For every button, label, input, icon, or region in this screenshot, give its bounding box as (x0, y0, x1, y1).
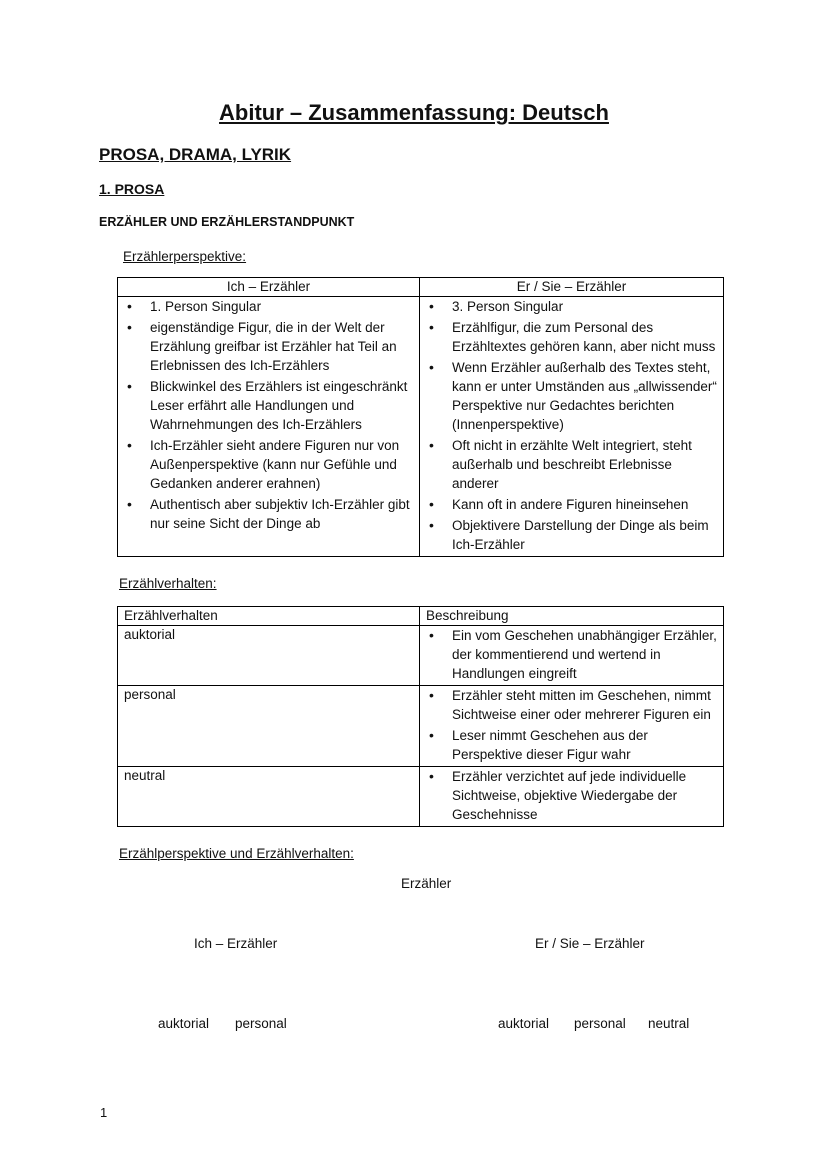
topic-heading: ERZÄHLER UND ERZÄHLERSTANDPUNKT (99, 215, 355, 229)
list-item: • 1. Person Singular (118, 297, 419, 316)
list-item: • Erzähler verzichtet auf jede individuelle Sichtweise, objektive Wiedergabe der Geschehnisse (420, 767, 723, 824)
list-item: • eigenständige Figur, die in der Welt der Erzählung greifbar ist Erzähler hat Teil an Erlebnissen des Ich-Erzählers (118, 318, 419, 375)
behavior-description (420, 767, 724, 827)
behavior-label: Erzählverhalten: (119, 576, 217, 591)
list-item: • 3. Person Singular (420, 297, 723, 316)
header-behavior: Erzählverhalten (118, 607, 420, 626)
list-item: • Ich-Erzähler sieht andere Figuren nur von Außenperspektive (kann nur Gefühle und Gedanken anderer erahnen) (118, 436, 419, 493)
tree-node-ich: Ich – Erzähler (194, 936, 278, 951)
header-description: Beschreibung (420, 607, 724, 626)
perspective-label: Erzählerperspektive: (123, 249, 247, 264)
section-heading: PROSA, DRAMA, LYRIK (99, 145, 292, 164)
list-item: • Ein vom Geschehen unabhängiger Erzähler, der kommentierend und wertend in Handlungen eingreift (420, 626, 723, 683)
list-item: • Blickwinkel des Erzählers ist eingeschränkt Leser erfährt alle Handlungen und Wahrnehmungen des Ich-Erzählers (118, 377, 419, 434)
behavior-description (420, 686, 724, 767)
tree-leaf: auktorial (158, 1016, 210, 1031)
list-item: • Erzählfigur, die zum Personal des Erzähltextes gehören kann, aber nicht muss (420, 318, 723, 356)
behavior-name: auktorial (118, 626, 420, 686)
tree-root: Erzähler (401, 876, 452, 891)
list-item: • Erzähler steht mitten im Geschehen, nimmt Sichtweise einer oder mehrerer Figuren ein (420, 686, 723, 724)
tree-node-er: Er / Sie – Erzähler (535, 936, 645, 951)
er-cell (420, 297, 724, 557)
ich-cell (118, 297, 420, 557)
tree-leaf: auktorial (498, 1016, 550, 1031)
tree-leaf: personal (235, 1016, 287, 1031)
behavior-name: neutral (118, 767, 420, 827)
document-title: Abitur – Zusammenfassung: Deutsch (219, 100, 609, 125)
behavior-table (117, 606, 724, 827)
list-item: • Authentisch aber subjektiv Ich-Erzähler gibt nur seine Sicht der Dinge ab (118, 495, 419, 533)
list-item: • Leser nimmt Geschehen aus der Perspektive dieser Figur wahr (420, 726, 723, 764)
list-item: • Oft nicht in erzählte Welt integriert, steht außerhalb und beschreibt Erlebnisse anderer (420, 436, 723, 493)
tree-leaf: personal (574, 1016, 626, 1031)
list-item: • Wenn Erzähler außerhalb des Textes steht, kann er unter Umständen aus „allwissender“ Perspektive nur Gedachtes berichten (Innenperspektive) (420, 358, 723, 434)
behavior-name: personal (118, 686, 420, 767)
tree-leaf: neutral (648, 1016, 690, 1031)
header-er: Er / Sie – Erzähler (420, 278, 724, 297)
behavior-description (420, 626, 724, 686)
list-item: • Kann oft in andere Figuren hineinsehen (420, 495, 723, 514)
subsection-heading: 1. PROSA (99, 181, 165, 197)
list-item: • Objektivere Darstellung der Dinge als beim Ich-Erzähler (420, 516, 723, 554)
header-ich: Ich – Erzähler (118, 278, 420, 297)
perspective-table (117, 277, 724, 557)
tree-label: Erzählperspektive und Erzählverhalten: (119, 846, 354, 861)
page-number: 1 (100, 1105, 108, 1120)
